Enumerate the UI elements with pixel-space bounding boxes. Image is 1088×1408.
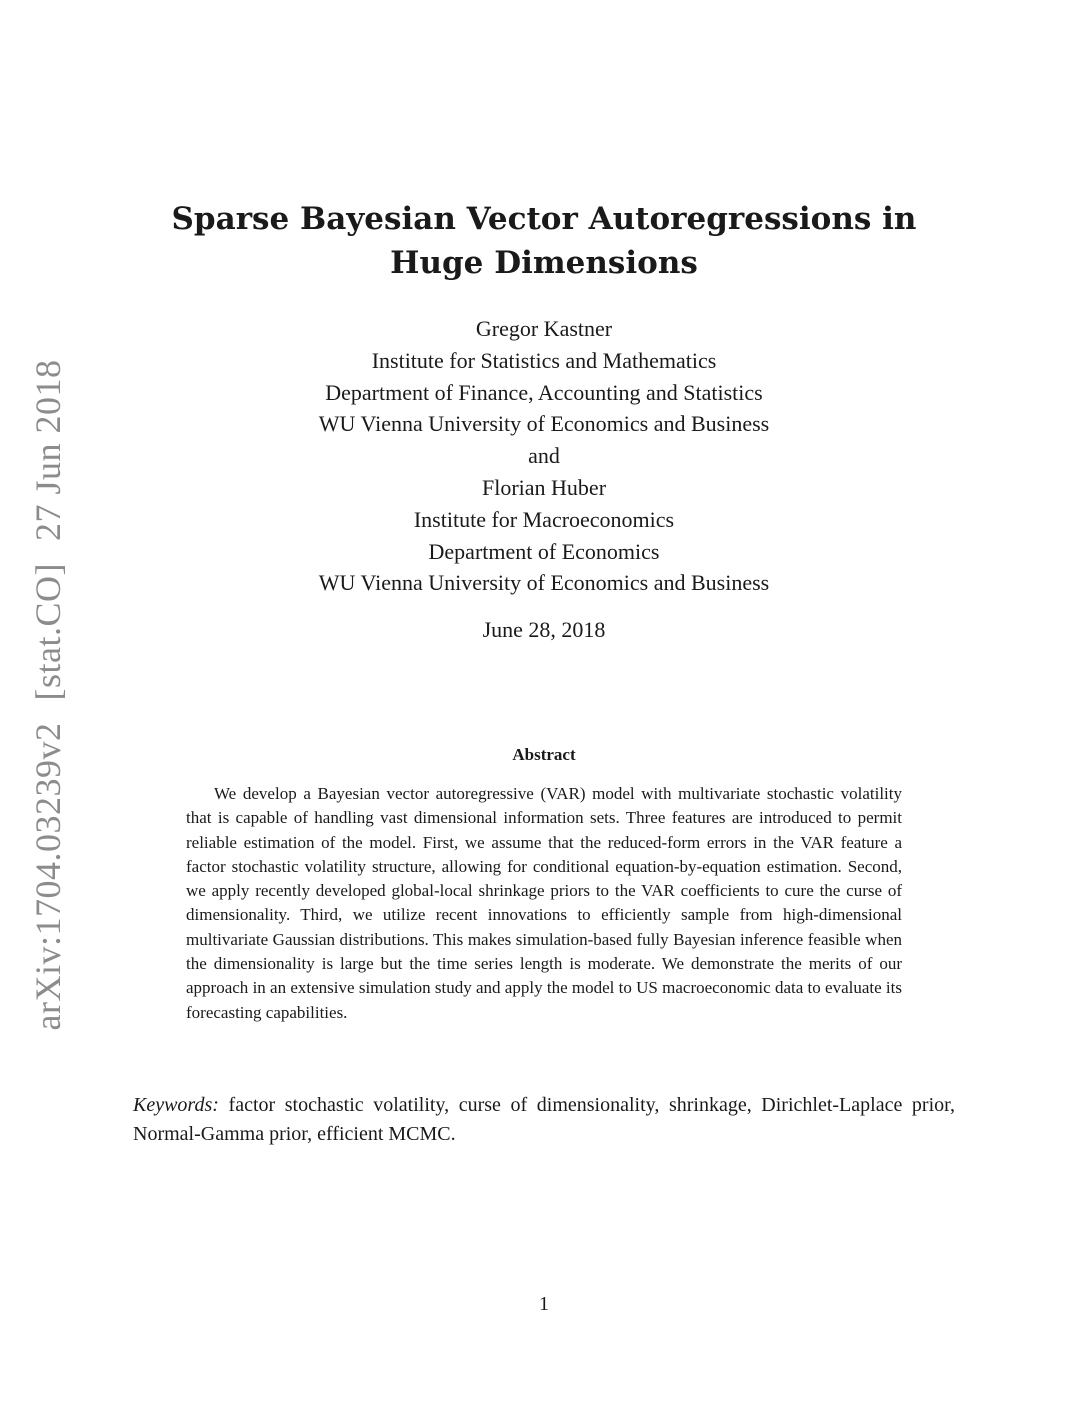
title-line-1: Sparse Bayesian Vector Autoregressions in <box>171 201 917 237</box>
page-number: 1 <box>539 1293 549 1315</box>
author-affiliation: WU Vienna University of Economics and Business <box>318 411 770 437</box>
arxiv-category: [stat.CO] <box>28 563 68 701</box>
paper-title <box>100 197 988 285</box>
author-separator: and <box>528 443 560 469</box>
title-line-2: Huge Dimensions <box>390 245 698 281</box>
abstract-heading: Abstract <box>512 745 576 764</box>
author-affiliation: Department of Finance, Accounting and Statistics <box>325 379 763 405</box>
author-name: Florian Huber <box>481 474 607 500</box>
author-affiliation: Institute for Macroeconomics <box>413 506 675 532</box>
keywords-text: factor stochastic volatility, curse of dimensionality, shrinkage, Dirichlet-Laplace prior, Normal-Gamma prior, efficient MCMC. <box>133 1094 956 1145</box>
author-affiliation: WU Vienna University of Economics and Business <box>318 570 770 596</box>
keywords <box>133 1091 955 1149</box>
author-name: Gregor Kastner <box>475 316 613 341</box>
author-affiliation: Department of Economics <box>428 538 660 564</box>
keywords-label: Keywords: <box>133 1094 219 1116</box>
arxiv-identifier-stamp <box>27 360 69 1031</box>
abstract-body: We develop a Bayesian vector autoregressive (VAR) model with multivariate stochastic volatility that is capable of handling vast dimensional information sets. Three features are introduced to permit reliable estimation of the model. First, we assume that the reduced-form errors in the VAR feature a factor stochastic volatility structure, allowing for conditional equation-by-equation estimation. Second, we apply recently developed global-local shrinkage priors to the VAR coefficients to cure the curse of dimensionality. Third, we utilize recent innovations to efficiently sample from high-dimensional multivariate Gaussian distributions. This makes simulation-based fully Bayesian inference feasible when the dimensionality is large but the time series length is moderate. We demonstrate the merits of our approach in an extensive simulation study and apply the model to US macroeconomic data to evaluate its forecasting capabilities. <box>186 784 902 1022</box>
publication-date: June 28, 2018 <box>482 617 606 642</box>
author-affiliation: Institute for Statistics and Mathematics <box>371 347 717 373</box>
arxiv-date: 27 Jun 2018 <box>28 359 68 542</box>
author-block <box>140 313 948 599</box>
arxiv-id: arXiv:1704.03239v2 <box>28 722 68 1031</box>
